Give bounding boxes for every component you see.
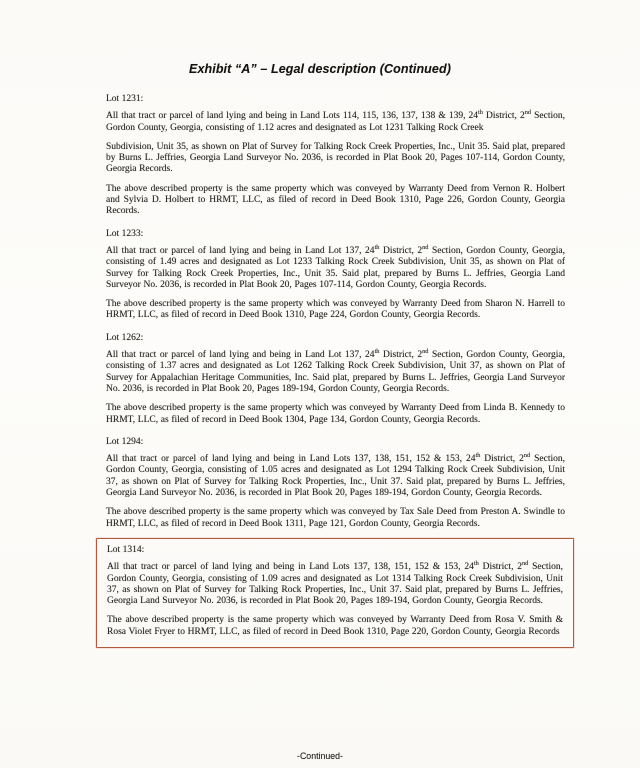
lot-paragraph: The above described property is the same property which was conveyed by Warranty Deed from Rosa V. Smith & Rosa Violet Fryer to HRMT, LLC, as filed of record in Deed Book 1310, Page 220, Gordon County, Georgia Records: [107, 615, 563, 637]
lot-section-highlighted: [96, 538, 574, 648]
lot-paragraph: All that tract or parcel of land lying and being in Land Lots 137, 138, 151, 152 & 153, 24th District, 2nd Section, Gordon County, Georgia, consisting of 1.05 acres and designated as Lot 1294 Talking Rock Creek Subdivision, Unit 37, as shown on Plat of Survey for Talking Rock Properties, Inc., Unit 37. Said plat, prepared by Burns L. Jeffries, Georgia Land Surveyor No. 2036, is recorded in Plat Book 20, Pages 189-194, Gordon County, Georgia Records.: [106, 451, 566, 499]
lot-label: Lot 1233:: [106, 228, 144, 239]
lot-label: Lot 1231:: [106, 94, 144, 104]
exhibit-title: Exhibit “A” – Legal description (Continued): [189, 62, 451, 76]
lot-paragraph: All that tract or parcel of land lying and being in Land Lot 137, 24th District, 2nd Section, Gordon County, Georgia, consisting of 1.37 acres and designated as Lot 1262 Talking Rock Creek Subdivision, Unit 37, as shown on Plat of Survey for Appalachian Heritage Communities, Inc. Said plat, prepared by Burns L. Jeffries, Georgia Land Surveyor No. 2036, is recorded in Plat Book 20, Pages 189-194, Gordon County, Georgia Records.: [106, 347, 565, 394]
lot-paragraph: All that tract or parcel of land lying and being in Land Lot 137, 24th District, 2nd Section, Gordon County, Georgia, consisting of 1.49 acres and designated as Lot 1233 Talking Rock Creek Subdivision, Unit 35, as shown on Plat of Survey for Talking Rock Creek Properties, Inc., Unit 35. Said plat, prepared by Burns L. Jeffries, Georgia Land Surveyor No. 2036, is recorded in Plat Book 20, Pages 107-114, Gordon County, Georgia Records.: [106, 243, 565, 290]
lot-paragraph: All that tract or parcel of land lying and being in Land Lots 137, 138, 151, 152 & 153, 24th District, 2nd Section, Gordon County, Georgia, consisting of 1.09 acres and designated as Lot 1314 Talking Rock Creek Subdivision, Unit 37, as shown on Plat of Survey for Talking Rock Properties, Inc., Unit 37. Said plat, prepared by Burns L. Jeffries, Georgia Land Surveyor No. 2036, is recorded in Plat Book 20, Pages 189-194, Gordon County, Georgia Records.: [107, 560, 563, 607]
lot-paragraph: All that tract or parcel of land lying and being in Land Lots 114, 115, 136, 137, 138 & 139, 24th District, 2nd Section, Gordon County, Georgia, consisting of 1.12 acres and designated as Lot 1231 Talking Rock Creek: [106, 109, 566, 133]
lot-paragraph: The above described property is the same property which was conveyed by Warranty Deed from Sharon N. Harrell to HRMT, LLC, as filed of record in Deed Book 1310, Page 224, Gordon County, Georgia Records.: [106, 299, 565, 321]
continued-footer: -Continued-: [297, 751, 343, 761]
lots-container: [106, 94, 565, 648]
lot-paragraph: The above described property is the same property which was conveyed by Warranty Deed from Vernon R. Holbert and Sylvia D. Holbert to HRMT, LLC, as filed of record in Deed Book 1310, Page 226, Gordon County, Georgia Records.: [106, 183, 565, 217]
lot-section: [106, 229, 565, 322]
lot-paragraph: The above described property is the same property which was conveyed by Tax Sale Deed from Preston A. Swindle to HRMT, LLC, as filed of record in Deed Book 1311, Page 121, Gordon County, Georgia Records.: [106, 507, 565, 529]
lot-label: Lot 1294:: [106, 436, 144, 447]
lot-label: Lot 1262:: [106, 332, 144, 343]
lot-section: [106, 94, 565, 218]
lot-paragraph: The above described property is the same property which was conveyed by Warranty Deed from Linda B. Kennedy to HRMT, LLC, as filed of record in Deed Book 1304, Page 134, Gordon County, Georgia Records.: [106, 403, 565, 425]
lot-section: [106, 333, 565, 426]
lot-label: Lot 1314:: [107, 544, 145, 555]
lot-paragraph: Subdivision, Unit 35, as shown on Plat of Survey for Talking Rock Creek Properties, Inc., Unit 35. Said plat, prepared by Burns L. Jeffries, Georgia Land Surveyor No. 2036, is recorded in Plat Book 20, Pages 107-114, Gordon County, Georgia Records.: [106, 141, 565, 175]
lot-section: [106, 437, 565, 530]
